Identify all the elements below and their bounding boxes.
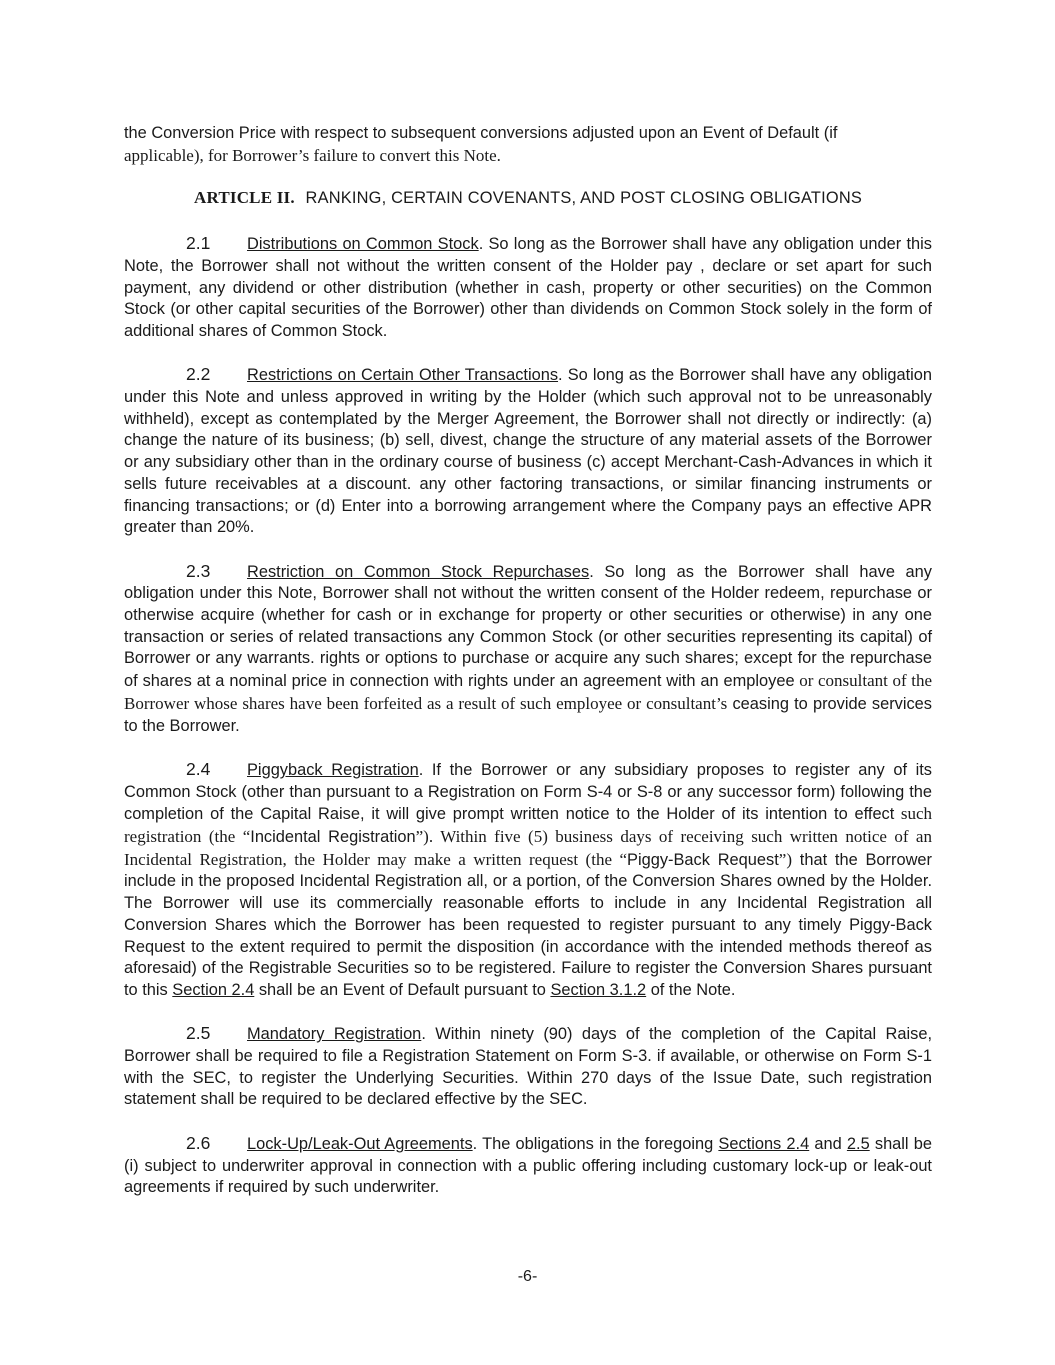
section-reference-link[interactable]: Sections 2.4 bbox=[718, 1134, 810, 1153]
section-body: and bbox=[809, 1134, 847, 1153]
section-title: Mandatory Registration bbox=[247, 1025, 422, 1044]
section-title: Piggyback Registration bbox=[247, 760, 419, 779]
section-body: . So long as the Borrower shall have any obligation under this Note and unless approved in writing by the Holder (which such approval not to be unreasonably withheld), except as contemplated by the Merger Agreement, the Borrower shall not directly or indirectly: (a) change the nature of its business; (b) sell, divest, change the structure of any material assets of the Borrower or any subsidiary other than in the ordinary course of business (c) accept Merchant-Cash-Advances in which it sells future receivables at a discount. any other factoring transactions, or similar financing instruments or financing transactions; or (d) Enter into a borrowing arrangement where the Company pays an effective APR greater than 20%. bbox=[124, 366, 932, 537]
article-heading bbox=[124, 187, 932, 210]
section-2-3 bbox=[124, 561, 932, 738]
section-body: . So long as the Borrower shall have any obligation under this Note, Borrower shall not without the written consent of the Holder redeem, repurchase or otherwise acquire (whether for cash or in exchange for property or other securities or otherwise) in any one transaction or series of related transactions any Common Stock (or other securities representing its capital) of Borrower or any warrants. rights or options to purchase or acquire any such shares; except for the repurchase of shares at a nominal price in connection with rights under an agreement with an employee bbox=[124, 562, 932, 691]
section-2-4 bbox=[124, 759, 932, 1002]
section-reference-link[interactable]: Section 3.1.2 bbox=[550, 980, 647, 999]
section-body-serif: or consultant of the Borrower whose shares have been forfeited as a result of such employee or consultant’s bbox=[124, 671, 933, 713]
intro-text-2: applicable), for Borrower’s failure to convert this Note. bbox=[124, 145, 501, 165]
article-title: RANKING, CERTAIN COVENANTS, AND POST CLOSING OBLIGATIONS bbox=[305, 189, 862, 208]
section-2-6 bbox=[124, 1133, 932, 1199]
section-title: Restriction on Common Stock Repurchases bbox=[247, 562, 590, 581]
section-number: 2.5 bbox=[186, 1023, 211, 1044]
section-body: shall be (i) subject to underwriter approval in connection with a public offering including customary lock-up or leak-out agreements if required by such underwriter. bbox=[124, 1134, 932, 1197]
article-label: ARTICLE II. bbox=[193, 188, 295, 208]
intro-paragraph bbox=[124, 123, 932, 167]
page-content bbox=[124, 123, 932, 1221]
section-2-2 bbox=[124, 364, 932, 539]
section-body-end: ceasing to provide services to the Borrower. bbox=[124, 694, 932, 735]
section-reference-link[interactable]: 2.5 bbox=[846, 1134, 870, 1153]
section-body: of the Note. bbox=[646, 980, 736, 999]
section-number: 2.1 bbox=[186, 233, 211, 254]
page-number: -6- bbox=[517, 1268, 538, 1285]
section-body-serif: ”). Within five (5) business days of receiving such written notice of an Incidental Registration, the Holder may make a written request (the “ bbox=[124, 827, 932, 869]
section-body-serif: ”) bbox=[778, 849, 792, 869]
section-reference-link[interactable]: Section 2.4 bbox=[172, 980, 255, 999]
section-body: shall be an Event of Default pursuant to bbox=[254, 980, 551, 999]
section-number: 2.2 bbox=[186, 364, 211, 385]
section-title: Distributions on Common Stock bbox=[247, 235, 479, 254]
section-2-1 bbox=[124, 233, 932, 343]
section-body: . The obligations in the foregoing bbox=[472, 1134, 719, 1153]
section-number: 2.3 bbox=[186, 560, 211, 581]
section-2-5 bbox=[124, 1023, 932, 1111]
section-title: Restrictions on Certain Other Transactions bbox=[247, 366, 559, 385]
intro-text-1: the Conversion Price with respect to subsequent conversions adjusted upon an Event of Default (if bbox=[124, 124, 838, 142]
defined-term-piggy-back-request: Piggy-Back Request bbox=[627, 850, 779, 869]
section-body-serif: such registration (the “ bbox=[124, 804, 932, 847]
section-body: . If the Borrower or any subsidiary proposes to register any of its Common Stock (other than pursuant to a Registration on Form S-4 or S-8 or any successor form) following the completion of the Capital Raise, it will give prompt written notice to the Holder of its intention to effect bbox=[124, 760, 932, 824]
defined-term-incidental-registration: Incidental Registration bbox=[250, 828, 416, 847]
section-number: 2.6 bbox=[186, 1132, 211, 1153]
section-body: that the Borrower include in the proposed Incidental Registration all, or a portion, of the Conversion Shares owned by the Holder. The Borrower will use its commercially reasonable efforts to include in any Incidental Registration all Conversion Shares which the Borrower has been requested to register pursuant to any timely Piggy-Back Request to the extent required to permit the disposition (in accordance with the intended methods thereof as aforesaid) of the Registrable Securities so to be registered. Failure to register the Conversion Shares pursuant to this bbox=[124, 850, 932, 999]
section-body: . Within ninety (90) days of the completion of the Capital Raise, Borrower shall be required to file a Registration Statement on Form S-3. if available, or otherwise on Form S-1 with the SEC, to register the Underlying Securities. Within 270 days of the Issue Date, such registration statement shall be required to be declared effective by the SEC. bbox=[124, 1025, 932, 1109]
section-title: Lock-Up/Leak-Out Agreements bbox=[247, 1134, 473, 1153]
section-body: . So long as the Borrower shall have any obligation under this Note, the Borrower shall not without the written consent of the Holder pay , declare or set apart for such payment, any dividend or other distribution (whether in cash, property or other securities) on the Common Stock (or other capital securities of the Borrower) other than dividends on Common Stock solely in the form of additional shares of Common Stock. bbox=[124, 235, 932, 340]
section-number: 2.4 bbox=[186, 758, 211, 779]
